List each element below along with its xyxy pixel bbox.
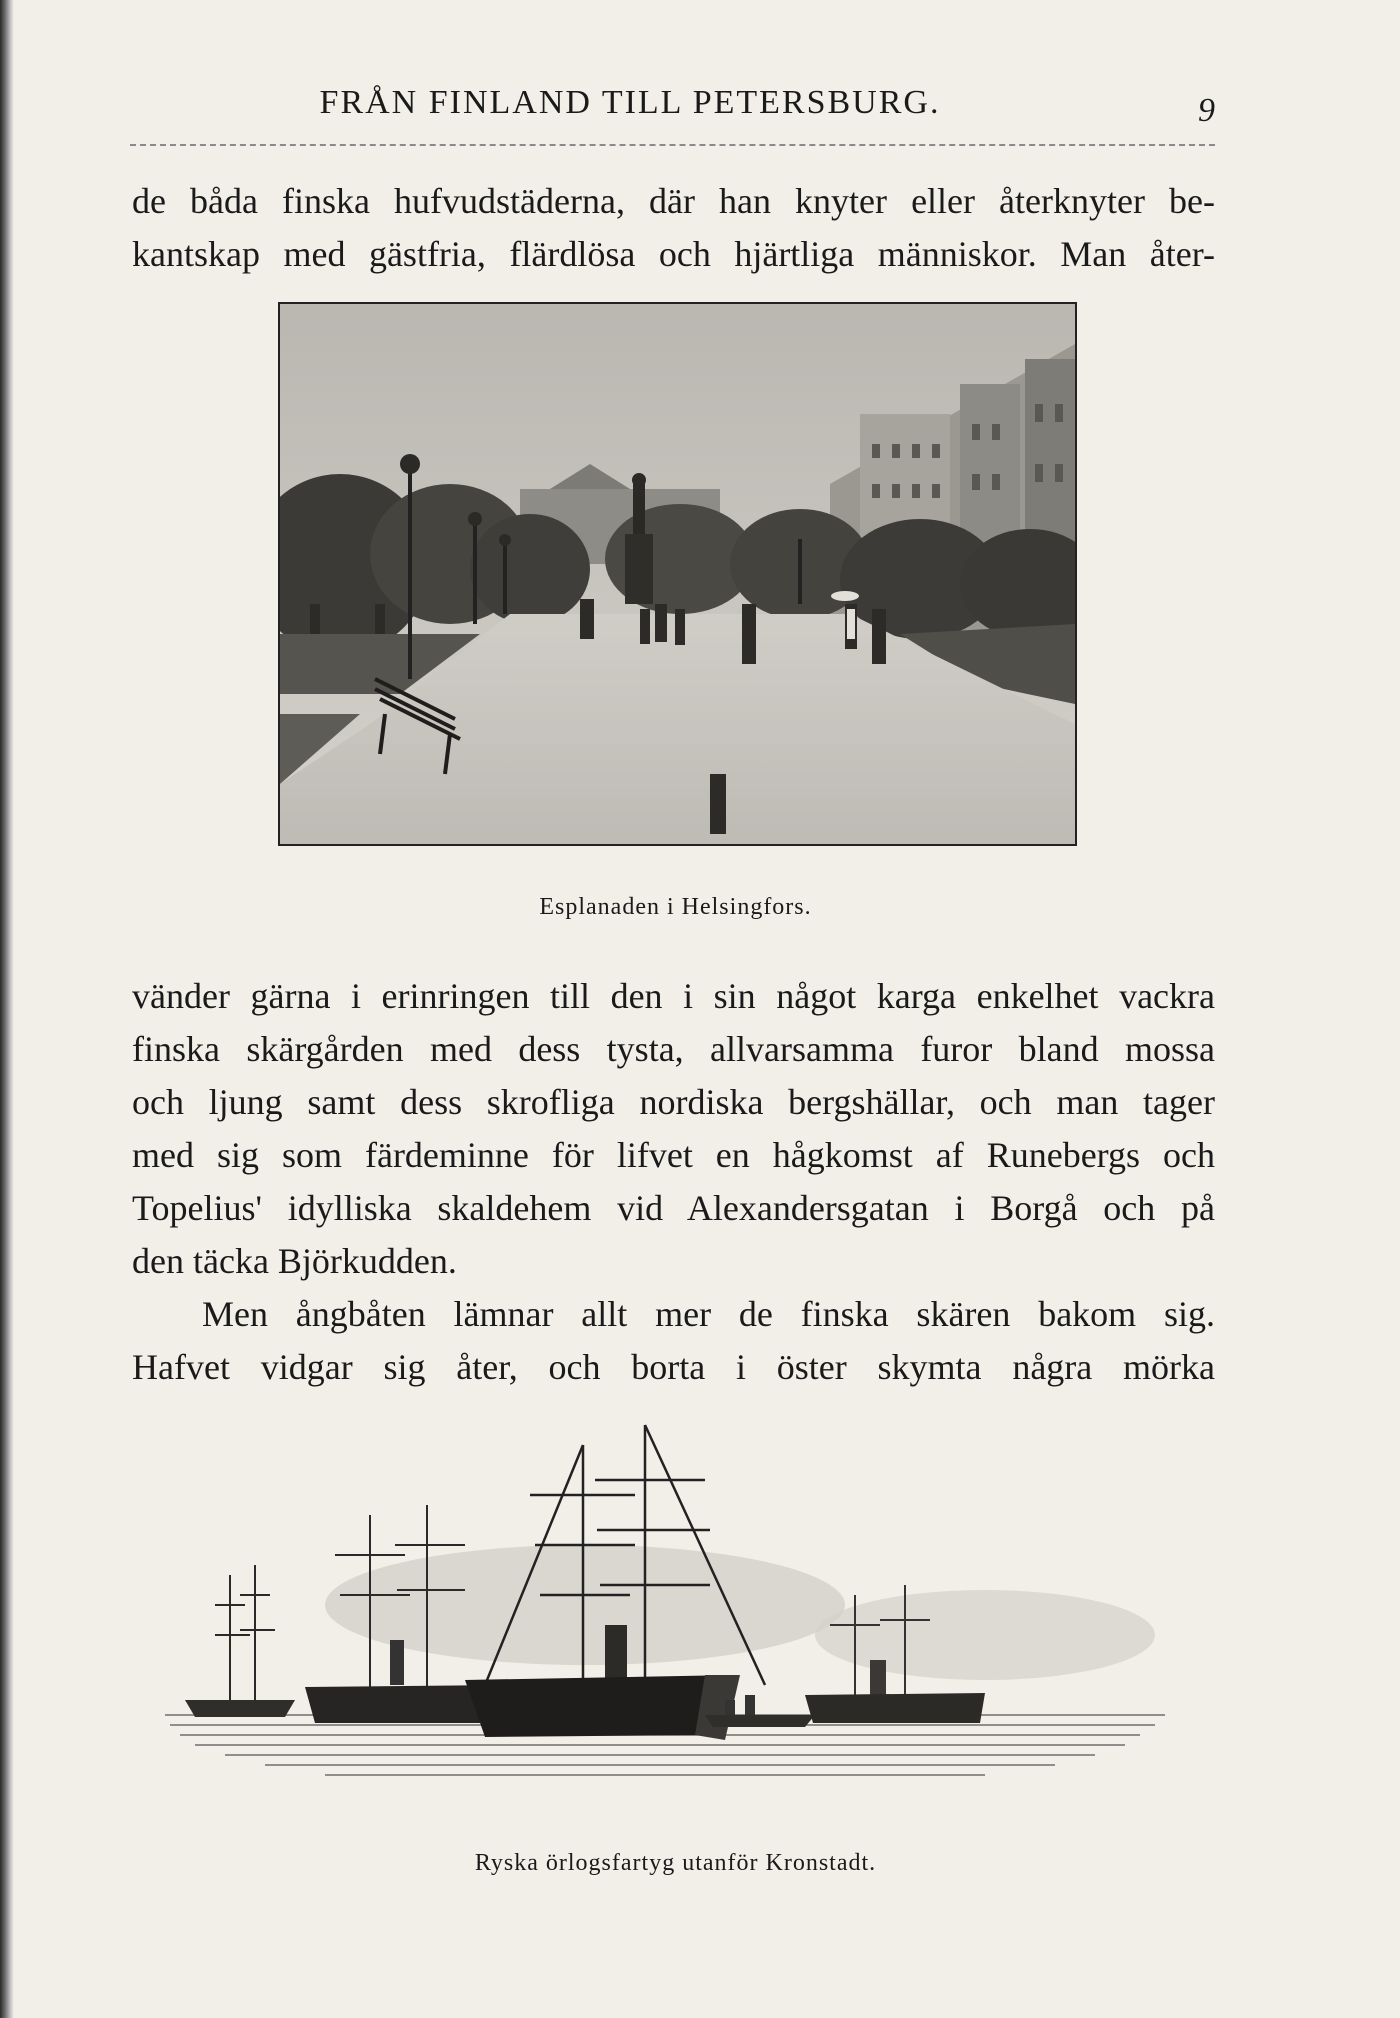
paragraph-line: med sig som färdeminne för lifvet en hågkomst af Runebergs och xyxy=(132,1135,1215,1175)
esplanade-caption: Esplanaden i Helsingfors. xyxy=(539,894,812,920)
running-header xyxy=(130,84,1215,144)
paragraph-line: kantskap med gästfria, flärdlösa och hjärtliga människor. Man åter- xyxy=(132,234,1215,274)
warships-engraving xyxy=(165,1405,1185,1795)
paragraph-line: den täcka Björkudden. xyxy=(132,1241,457,1281)
warships-illustration xyxy=(165,1405,1185,1795)
paragraph-line: Men ångbåten lämnar allt mer de finska skären bakom sig. xyxy=(202,1294,1215,1334)
paragraph-line: de båda finska hufvudstäderna, där han knyter eller återknyter be- xyxy=(132,181,1215,221)
page-number: 9 xyxy=(1198,92,1215,129)
esplanade-photo xyxy=(278,302,1077,846)
esplanade-illustration xyxy=(280,304,1075,844)
running-title: FRÅN FINLAND TILL PETERSBURG. xyxy=(319,84,941,121)
paragraph-line: Hafvet vidgar sig åter, och borta i öster skymta några mörka xyxy=(132,1347,1215,1387)
paragraph-line: Topelius' idylliska skaldehem vid Alexandersgatan i Borgå och på xyxy=(132,1188,1215,1228)
warships-caption: Ryska örlogsfartyg utanför Kronstadt. xyxy=(474,1850,877,1876)
paragraph-line: och ljung samt dess skrofliga nordiska bergshällar, och man tager xyxy=(132,1082,1215,1122)
paragraph-line: finska skärgården med dess tysta, allvarsamma furor bland mossa xyxy=(132,1029,1215,1069)
paragraph-line: vänder gärna i erinringen till den i sin något karga enkelhet vackra xyxy=(132,976,1215,1016)
header-rule xyxy=(130,144,1215,146)
